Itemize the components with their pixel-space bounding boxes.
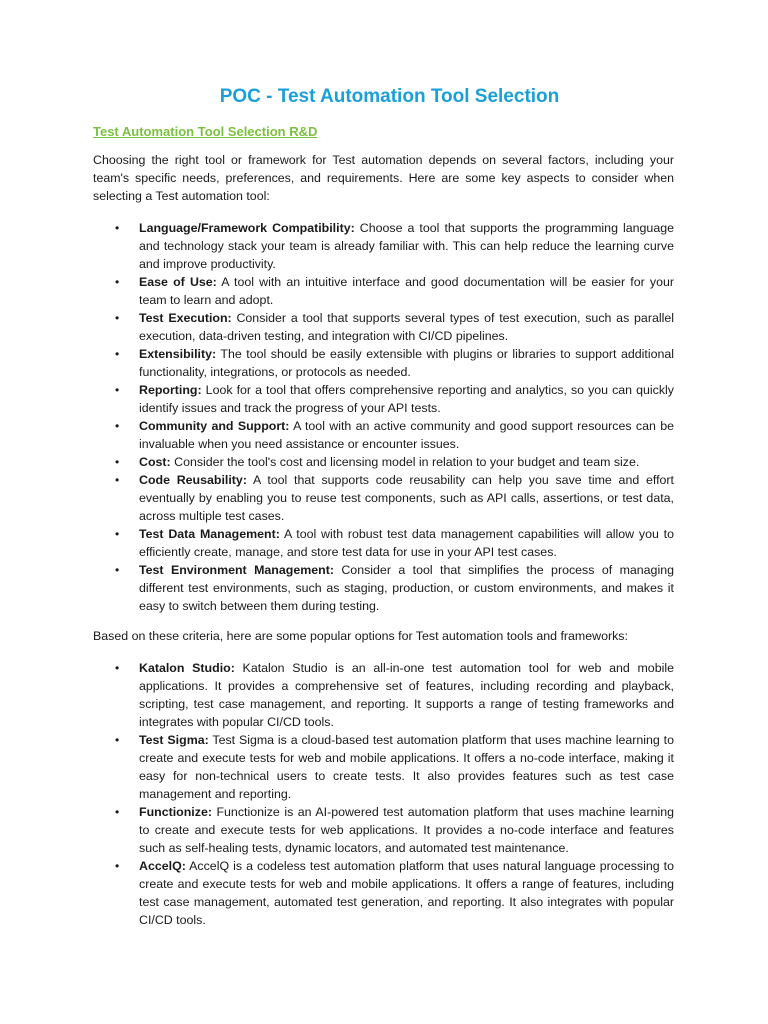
bullet-icon: •: [115, 221, 120, 235]
item-text: Choose a tool that supports the programming language and technology stack your team is already familiar with. This can help reduce the learning curve and improve productivity.: [139, 221, 674, 271]
list-item: [115, 525, 674, 561]
list-item: [115, 857, 674, 929]
list-item: [115, 659, 674, 731]
bullet-icon: •: [115, 275, 120, 289]
bullet-icon: •: [115, 383, 120, 397]
item-text: Test Sigma is a cloud-based test automation platform that uses machine learning to create and execute tests for web and mobile applications. It offers a no-code interface, making it easy for non-technical users to create tests. It also provides features such as test case management and reporting.: [139, 733, 674, 801]
bullet-icon: •: [115, 563, 120, 577]
tools-list: [93, 659, 674, 929]
section-subtitle: Test Automation Tool Selection R&D: [93, 124, 318, 139]
item-term: Reporting:: [139, 383, 202, 397]
item-text: The tool should be easily extensible with plugins or libraries to support additional functionality, integrations, or protocols as needed.: [139, 347, 674, 379]
list-item: [115, 803, 674, 857]
item-term: Test Execution:: [139, 311, 232, 325]
item-text: Consider the tool's cost and licensing model in relation to your budget and team size.: [170, 455, 640, 469]
bullet-icon: •: [115, 733, 120, 747]
list-item: [115, 219, 674, 273]
bullet-icon: •: [115, 661, 120, 675]
list-item: [115, 731, 674, 803]
bullet-icon: •: [115, 805, 120, 819]
list-item: [115, 453, 674, 471]
item-text: Functionize is an AI-powered test automation platform that uses machine learning to create and execute tests for web applications. It provides a no-code interface and features such as self-healing tests, dynamic locators, and automated test maintenance.: [139, 805, 674, 855]
item-term: Ease of Use:: [139, 275, 217, 289]
list-item: [115, 309, 674, 345]
list-item: [115, 471, 674, 525]
item-term: Code Reusability:: [139, 473, 247, 487]
item-text: Consider a tool that supports several types of test execution, such as parallel execution, data-driven testing, and integration with CI/CD pipelines.: [139, 311, 674, 343]
page-title: POC - Test Automation Tool Selection: [219, 86, 560, 107]
item-term: Community and Support:: [139, 419, 290, 433]
bullet-icon: •: [115, 455, 120, 469]
item-text: A tool with an active community and good support resources can be invaluable when you need assistance or encounter issues.: [139, 419, 674, 451]
intro-paragraph: Choosing the right tool or framework for Test automation depends on several factors, including your team's specific needs, preferences, and requirements. Here are some key aspects to consider when selecting a Test automation tool:: [93, 153, 674, 203]
item-text: A tool with an intuitive interface and good documentation will be easier for your team to learn and adopt.: [139, 275, 674, 307]
list-item: [115, 273, 674, 309]
list-item: [115, 561, 674, 615]
aspects-list: [93, 219, 674, 615]
document-page: [93, 86, 674, 941]
item-text: Look for a tool that offers comprehensive reporting and analytics, so you can quickly identify issues and track the progress of your API tests.: [139, 383, 674, 415]
list-item: [115, 381, 674, 417]
item-text: Katalon Studio is an all-in-one test automation tool for web and mobile applications. It provides a comprehensive set of features, including recording and playback, scripting, test case management, and reporting. It supports a range of testing frameworks and integrates with popular CI/CD tools.: [139, 661, 674, 729]
bullet-icon: •: [115, 473, 120, 487]
options-intro-paragraph: Based on these criteria, here are some popular options for Test automation tools and frameworks:: [93, 629, 628, 643]
item-text: Consider a tool that simplifies the process of managing different test environments, such as staging, production, or custom environments, and makes it easy to switch between them during testing.: [139, 563, 674, 613]
item-term: Test Environment Management:: [139, 563, 334, 577]
item-term: Katalon Studio:: [139, 661, 235, 675]
item-term: Test Sigma:: [139, 733, 209, 747]
list-item: [115, 417, 674, 453]
item-term: AccelQ:: [139, 859, 186, 873]
item-term: Language/Framework Compatibility:: [139, 221, 355, 235]
item-text: A tool with robust test data management capabilities will allow you to efficiently create, manage, and store test data for use in your API test cases.: [139, 527, 674, 559]
item-term: Test Data Management:: [139, 527, 280, 541]
item-term: Extensibility:: [139, 347, 217, 361]
bullet-icon: •: [115, 527, 120, 541]
bullet-icon: •: [115, 419, 120, 433]
item-term: Functionize:: [139, 805, 212, 819]
bullet-icon: •: [115, 311, 120, 325]
item-term: Cost:: [139, 455, 171, 469]
bullet-icon: •: [115, 347, 120, 361]
item-text: A tool that supports code reusability can help you save time and effort eventually by enabling you to reuse test components, such as API calls, assertions, or test data, across multiple test cases.: [139, 473, 674, 523]
bullet-icon: •: [115, 859, 120, 873]
item-text: AccelQ is a codeless test automation platform that uses natural language processing to create and execute tests for web and mobile applications. It offers a range of features, including test case management, automated test generation, and reporting. It also integrates with popular CI/CD tools.: [139, 859, 674, 927]
list-item: [115, 345, 674, 381]
